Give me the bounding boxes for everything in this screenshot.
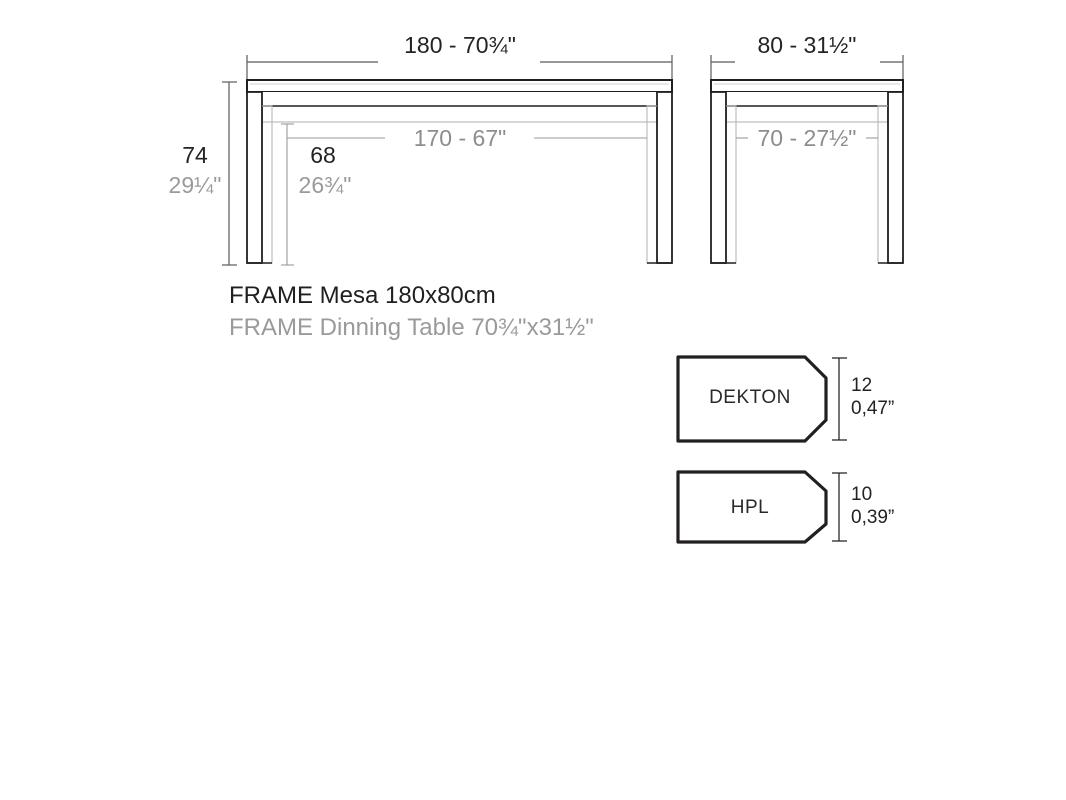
front-top-perspective-edge (247, 92, 672, 106)
side-top-perspective-edge (711, 92, 903, 106)
front-left-leg-rear (262, 106, 272, 263)
hpl-thickness-mm-label: 10 (851, 484, 873, 505)
front-inner-width-label: 170 - 67" (413, 125, 507, 151)
product-title-es: FRAME Mesa 180x80cm (229, 282, 496, 309)
hpl-thickness-in-label: 0,39” (851, 507, 895, 528)
hpl-material-label: HPL (730, 497, 770, 518)
front-right-leg-rear (647, 106, 657, 263)
front-tabletop (247, 80, 672, 92)
dekton-thickness-in-label: 0,47” (851, 398, 895, 419)
side-left-leg (711, 92, 726, 263)
side-inner-width-label: 70 - 27½" (757, 125, 857, 151)
side-right-leg (888, 92, 903, 263)
product-title-en: FRAME Dinning Table 70¾"x31½" (229, 314, 594, 341)
front-view-group (222, 55, 672, 265)
front-top-width-label: 180 - 70¾" (404, 32, 516, 58)
front-left-leg (247, 92, 262, 263)
side-tabletop (711, 80, 903, 92)
side-view-group (711, 55, 903, 263)
front-right-leg (657, 92, 672, 263)
front-under-height-in-label: 26¾" (298, 172, 352, 198)
dekton-material-label: DEKTON (709, 387, 791, 408)
dekton-thickness-mm-label: 12 (851, 375, 873, 396)
front-total-height-in-label: 29¼" (168, 172, 222, 198)
side-top-width-label: 80 - 31½" (757, 32, 857, 58)
front-total-height-cm-label: 74 (182, 142, 208, 168)
front-under-height-cm-label: 68 (310, 142, 336, 168)
